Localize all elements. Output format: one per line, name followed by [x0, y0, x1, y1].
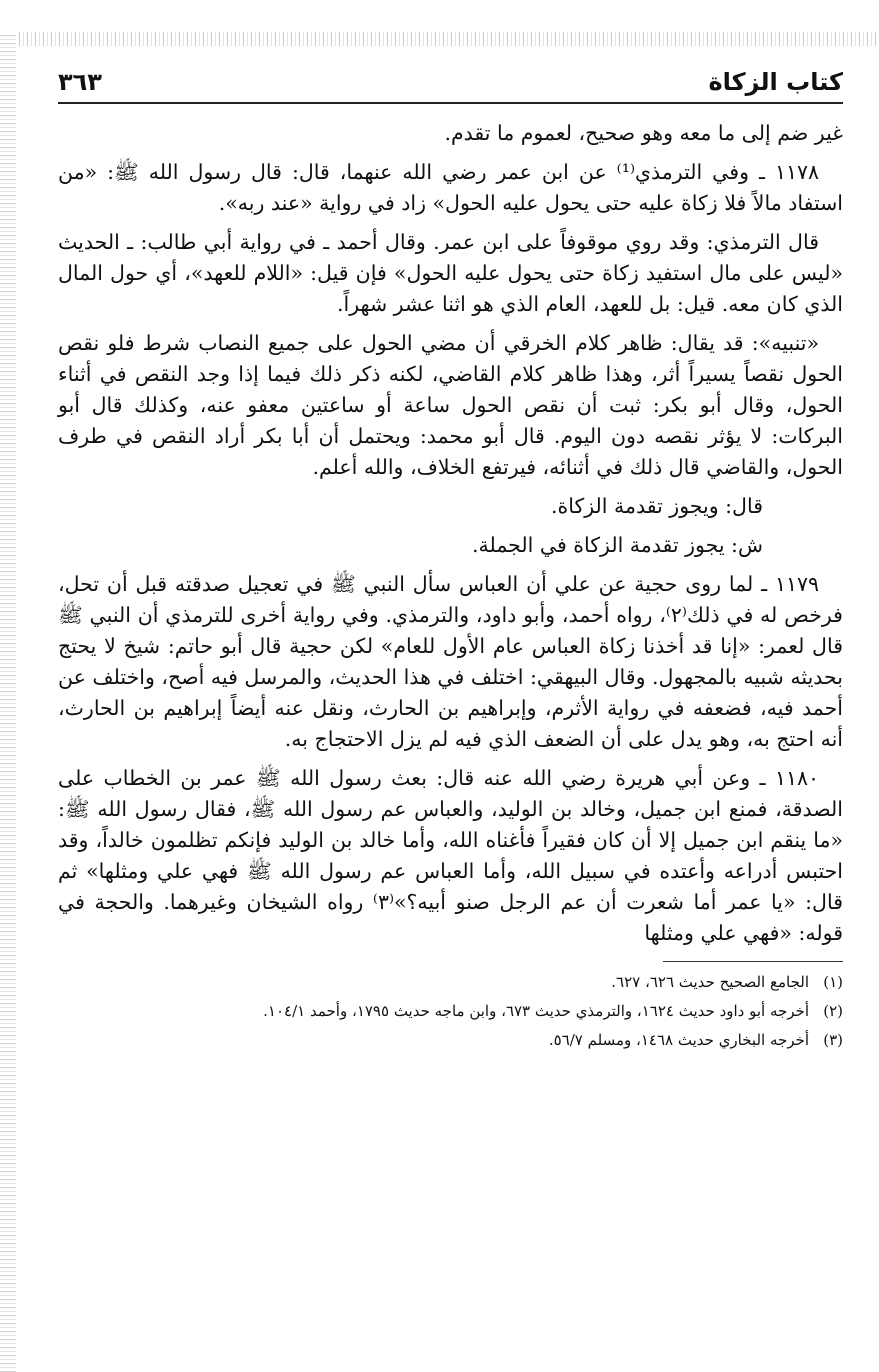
paragraph: غير ضم إلى ما معه وهو صحيح، لعموم ما تقدم. [444, 121, 843, 145]
book-page [58, 62, 843, 1362]
page-body [58, 118, 843, 949]
paragraph: قال الترمذي: وقد روي موقوفاً على ابن عمر. وقال أحمد ـ في رواية أبي طالب: ـ الحديث «ليس على مال استفيد زكاة حتى يحول عليه الحول» فإن قيل: «اللام للعهد»، أي حول المال الذي كان معه. قيل: بل للعهد، العام الذي هو اثنا عشر شهراً. [58, 230, 843, 316]
decorative-border-top [0, 32, 879, 46]
footnote-divider [663, 961, 843, 962]
footnote [58, 997, 843, 1026]
paragraph: ١١٧٨ ـ وفي الترمذي⁽¹⁾ عن ابن عمر رضي الله عنهما، قال: قال رسول الله ﷺ: «من استفاد مالاً فلا زكاة عليه حتى يحول عليه الحول» زاد في رواية «عند ربه». [58, 160, 843, 215]
footnote-number: (٣) [823, 1031, 843, 1049]
paragraph: قال: ويجوز تقدمة الزكاة. [550, 494, 763, 518]
footnote [58, 968, 843, 997]
paragraph: «تنبيه»: قد يقال: ظاهر كلام الخرقي أن مضي الحول على جميع النصاب شرط فلو نقص الحول نقصاً يسيراً أثر، وهذا ظاهر كلام القاضي، لكنه ذكر ذلك فيما إذا وجد النقص في أثناء الحول، وقال أبو بكر: ثبت أن نقص الحول ساعة أو ساعتين معفو عنه، وكذلك قال أبو البركات: لا يؤثر نقصه دون اليوم. قال أبو محمد: ويحتمل أن أبا بكر أراد النقص في طرف الحول، والقاضي قال ذلك في أثنائه، فيرتفع الخلاف، والله أعلم. [58, 331, 843, 479]
paragraph: ١١٨٠ ـ وعن أبي هريرة رضي الله عنه قال: بعث رسول الله ﷺ عمر بن الخطاب على الصدقة، فمنع ابن جميل، وخالد بن الوليد، والعباس عم رسول الله ﷺ، فقال رسول الله ﷺ: «ما ينقم ابن جميل إلا أن كان فقيراً فأغناه الله، وأما خالد بن الوليد فإنكم تظلمون خالداً، وقد احتبس أدراعه وأعتده في سبيل الله، وأما العباس عم رسول الله ﷺ فهي علي ومثلها» ثم قال: «يا عمر أما شعرت أن عم الرجل صنو أبيه؟»⁽٣⁾ رواه الشيخان وغيرهما. والحجة في قوله: «فهي علي ومثلها [58, 766, 843, 945]
footnote-text: أخرجه أبو داود حديث ١٦٢٤، والترمذي حديث ٦٧٣، وابن ماجه حديث ١٧٩٥، وأحمد ١٠٤/١. [263, 1002, 809, 1020]
footnote [58, 1026, 843, 1055]
paragraph: ١١٧٩ ـ لما روى حجية عن علي أن العباس سأل النبي ﷺ في تعجيل صدقته قبل أن تحل، فرخص له في ذلك⁽٢⁾، رواه أحمد، وأبو داود، والترمذي. وفي رواية أخرى للترمذي أن النبي ﷺ قال لعمر: «إنا قد أخذنا زكاة العباس عام الأول للعام» لكن حجية قال أبو حاتم: شيخ لا يحتج بحديثه شبيه بالمجهول. وقال البيهقي: اختلف في هذا الحديث، والمرسل فيه أصح، واختلف عن أحمد فيه، فضعفه في رواية الأثرم، وإبراهيم بن الحارث، ونقل عنه أيضاً إبراهيم بن الحارث، أنه احتج به، وهو يدل على أن الضعف الذي فيه لم يزل الاحتجاج به. [58, 572, 843, 751]
footnotes [58, 968, 843, 1055]
footnote-number: (٢) [823, 1002, 843, 1020]
page-header [58, 62, 843, 104]
footnote-text: الجامع الصحيح حديث ٦٢٦، ٦٢٧. [611, 973, 809, 991]
footnote-text: أخرجه البخاري حديث ١٤٦٨، ومسلم ٥٦/٧. [548, 1031, 809, 1049]
footnote-number: (١) [823, 973, 843, 991]
chapter-title: كتاب الزكاة [708, 68, 843, 96]
paragraph: ش: يجوز تقدمة الزكاة في الجملة. [472, 533, 763, 557]
page-number: ٣٦٣ [58, 68, 102, 96]
decorative-border-left [0, 32, 16, 1372]
